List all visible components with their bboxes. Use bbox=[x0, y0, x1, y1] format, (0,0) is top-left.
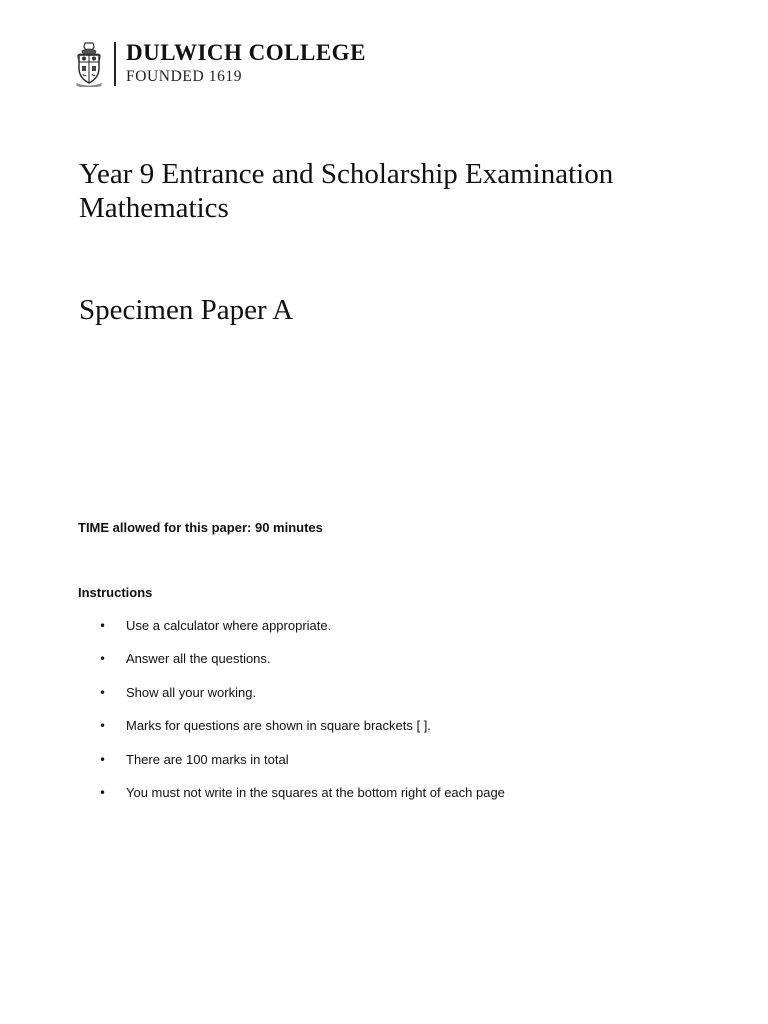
college-name: DULWICH COLLEGE bbox=[126, 40, 366, 65]
time-allowed: TIME allowed for this paper: 90 minutes bbox=[78, 520, 323, 535]
instruction-text: Marks for questions are shown in square brackets [ ]. bbox=[126, 718, 431, 734]
instruction-item bbox=[97, 684, 505, 717]
instruction-item bbox=[97, 751, 505, 784]
bullet-icon: • bbox=[99, 652, 107, 667]
instruction-text: You must not write in the squares at the bottom right of each page bbox=[126, 784, 505, 800]
instruction-text: Show all your working. bbox=[126, 684, 257, 700]
college-founded: FOUNDED 1619 bbox=[126, 68, 243, 85]
bullet-icon: • bbox=[99, 685, 107, 700]
exam-title-line-2: Mathematics bbox=[79, 192, 229, 224]
crest-icon bbox=[74, 41, 104, 87]
bullet-icon: • bbox=[99, 785, 107, 800]
header-divider bbox=[114, 42, 116, 86]
instructions-heading: Instructions bbox=[78, 585, 153, 600]
college-header bbox=[74, 40, 366, 90]
college-title-block bbox=[126, 40, 366, 87]
paper-name: Specimen Paper A bbox=[79, 294, 294, 326]
instruction-text: Use a calculator where appropriate. bbox=[126, 618, 332, 633]
exam-title bbox=[79, 157, 613, 225]
bullet-icon: • bbox=[99, 752, 107, 767]
instruction-item bbox=[97, 617, 505, 650]
bullet-icon: • bbox=[99, 719, 107, 734]
instruction-item bbox=[97, 650, 505, 683]
instruction-text: There are 100 marks in total bbox=[126, 751, 289, 767]
instructions-list bbox=[97, 617, 505, 817]
instruction-item bbox=[97, 784, 505, 817]
bullet-icon: • bbox=[99, 619, 107, 633]
instruction-text: Answer all the questions. bbox=[126, 651, 271, 667]
exam-title-line-1: Year 9 Entrance and Scholarship Examination bbox=[79, 158, 614, 190]
instruction-item bbox=[97, 717, 505, 750]
